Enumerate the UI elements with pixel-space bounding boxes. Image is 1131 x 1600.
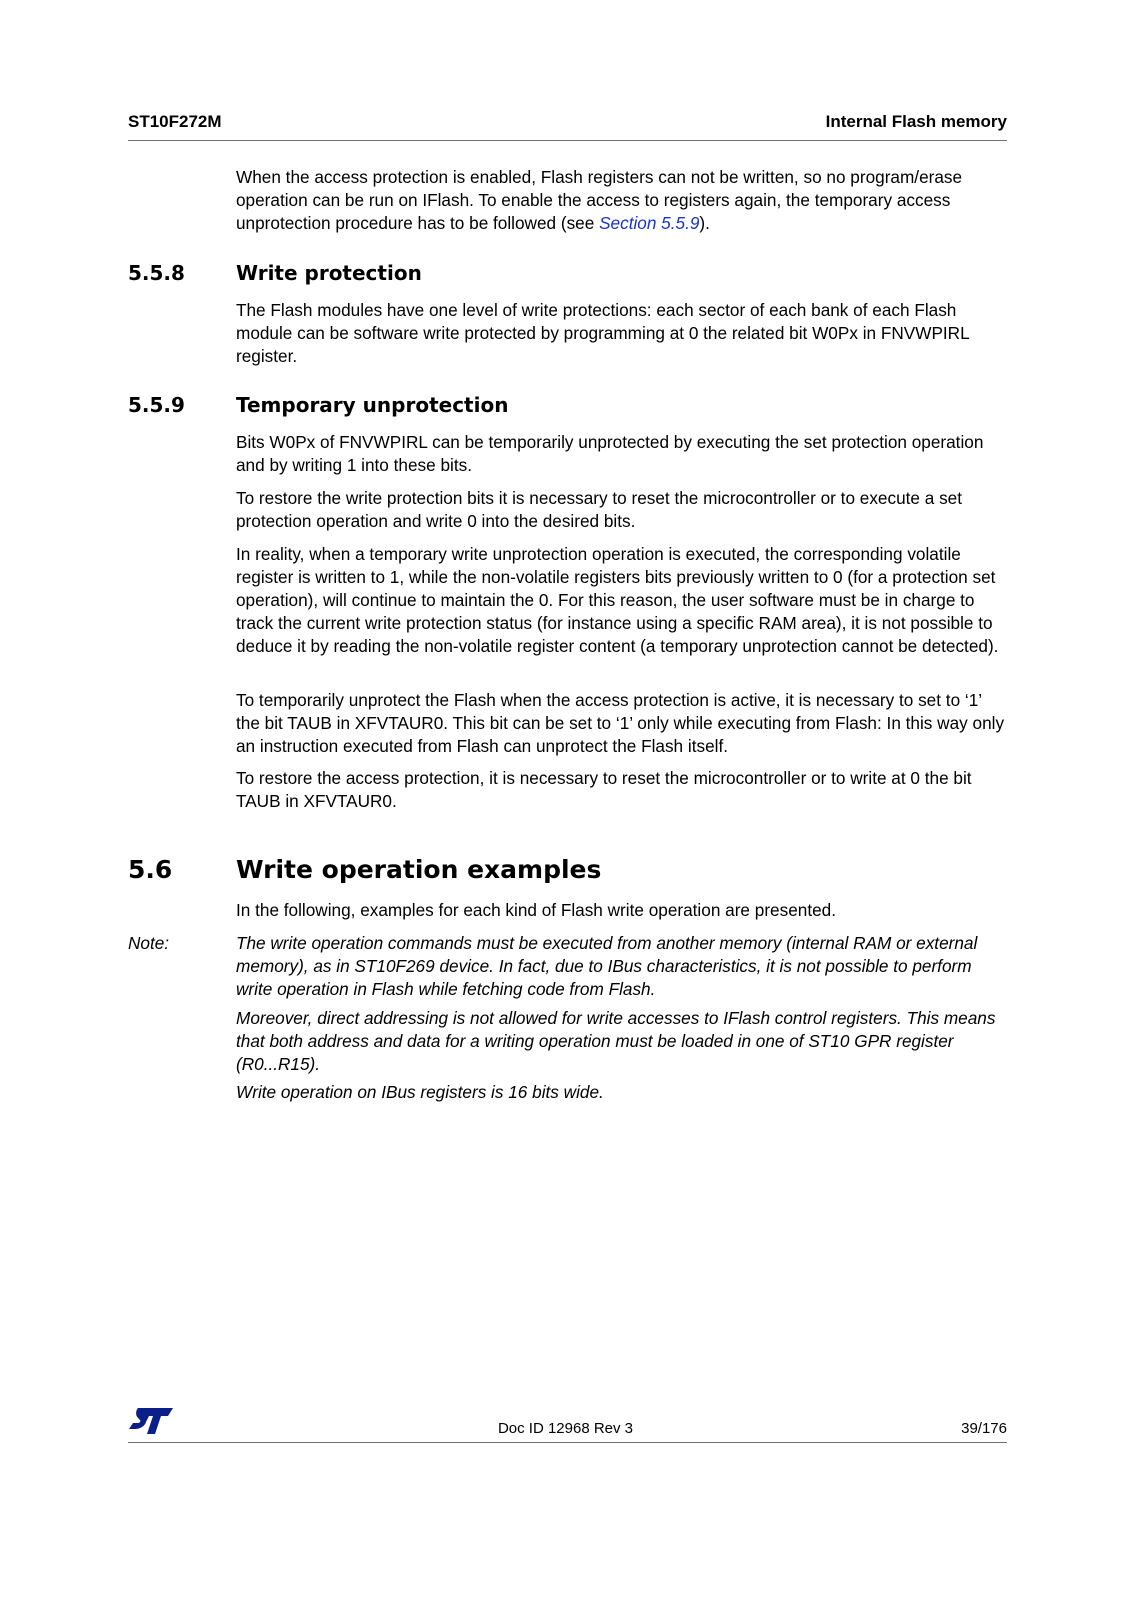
note-paragraph: The write operation commands must be executed from another memory (internal RAM or external memory), as in ST10F269 device. In fact, due to IBus characteristics, it is not possible to perform write operation in Flash while fetching code from Flash.: [236, 933, 978, 999]
header-chapter-title: Internal Flash memory: [825, 112, 1007, 131]
paragraph: To temporarily unprotect the Flash when the access protection is active, it is necessary to set to ‘1’ the bit TAUB in XFVTAUR0. This bit can be set to ‘1’ only while executing from Flash: In this way only an instruction executed from Flash can unprotect the Flash itself.: [236, 690, 1005, 756]
header-doc-title: ST10F272M: [128, 112, 222, 131]
page-header: [128, 110, 1007, 141]
section-number: 5.5.8: [128, 261, 185, 285]
note-paragraph: Moreover, direct addressing is not allowed for write accesses to IFlash control registers. This means that both address and data for a writing operation must be loaded in one of ST10 GPR register (R0...R15).: [236, 1008, 996, 1074]
intro-text: When the access protection is enabled, Flash registers can not be written, so no program/erase operation can be run on IFlash. To enable the access to registers again, the temporary access unprotection procedure has to be followed (see: [236, 167, 963, 233]
footer-doc-id: Doc ID 12968 Rev 3: [497, 1420, 634, 1437]
note-paragraph: Write operation on IBus registers is 16 bits wide.: [236, 1082, 604, 1102]
paragraph: In the following, examples for each kind of Flash write operation are presented.: [236, 900, 836, 920]
section-link[interactable]: Section 5.5.9: [599, 213, 700, 233]
paragraph: Bits W0Px of FNVWPIRL can be temporarily unprotected by executing the set protection operation and by writing 1 into these bits.: [236, 432, 984, 475]
write-protection-paragraph: The Flash modules have one level of write protections: each sector of each bank of each Flash module can be software write protected by programming at 0 the related bit W0Px in FNVWPIRL register.: [236, 300, 970, 366]
section-title: Write operation examples: [236, 855, 602, 884]
paragraph: To restore the access protection, it is necessary to reset the microcontroller or to write at 0 the bit TAUB in XFVTAUR0.: [236, 768, 972, 811]
paragraph: To restore the write protection bits it is necessary to reset the microcontroller or to execute a set protection operation and write 0 into the desired bits.: [236, 488, 963, 531]
section-number: 5.5.9: [128, 393, 185, 417]
note-label: Note:: [128, 933, 170, 953]
section-title: Write protection: [236, 261, 422, 285]
section-title: Temporary unprotection: [236, 393, 509, 417]
intro-text-end: ).: [699, 213, 710, 233]
intro-paragraph: [236, 166, 1007, 235]
footer-page-number: 39/176: [961, 1420, 1007, 1437]
section-number: 5.6: [128, 855, 173, 884]
footer-rule: [128, 1442, 1007, 1443]
paragraph: In reality, when a temporary write unprotection operation is executed, the corresponding volatile register is written to 1, while the non-volatile registers bits previously written to 0 (for a protection set operation), will continue to maintain the 0. For this reason, the user software must be in charge to track the current write protection status (for instance using a specific RAM area), it is not possible to deduce it by reading the non-volatile register content (a temporary unprotection cannot be detected).: [236, 544, 999, 656]
